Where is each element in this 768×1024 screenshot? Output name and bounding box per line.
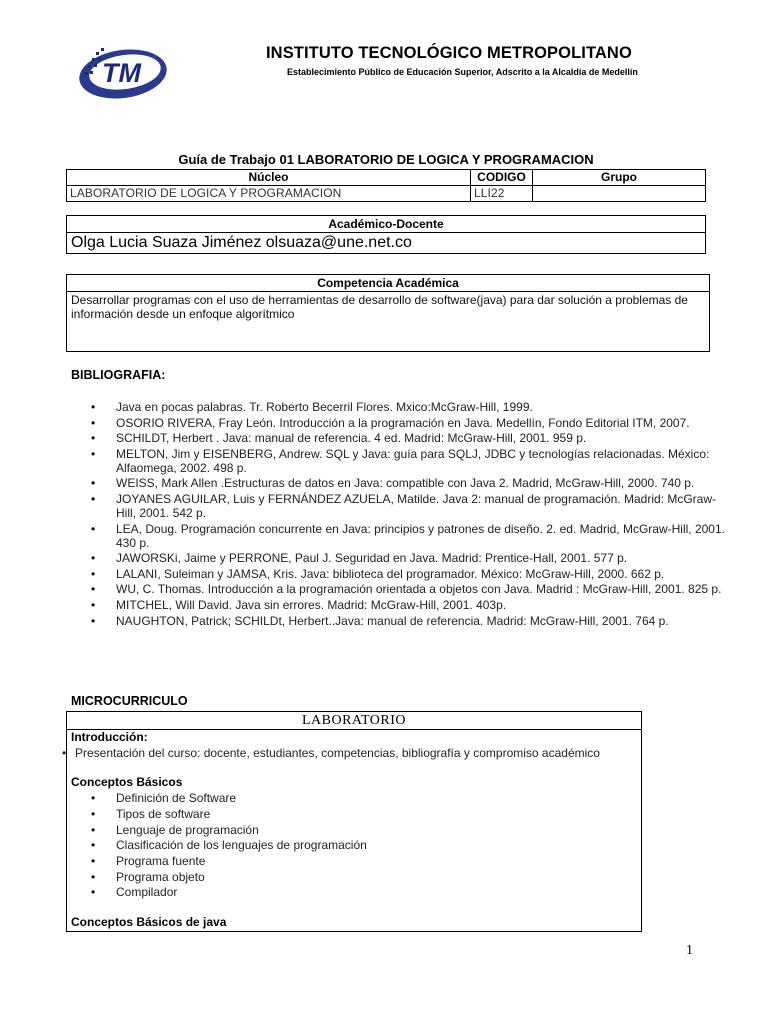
conceptos-item: • Clasificación de los lenguajes de programación xyxy=(67,838,641,854)
conceptos-item: • Tipos de software xyxy=(67,807,641,823)
bibliography-item: • WU, C. Thomas. Introducción a la programación orientada a objetos con Java. Madrid : McGraw-Hill, 2001. 825 p. xyxy=(87,582,727,596)
codigo-header: CODIGO xyxy=(471,170,533,186)
laboratorio-content xyxy=(67,730,641,931)
bibliography-item: • OSORIO RIVERA, Fray León. Introducción a la programación en Java. Medellín, Fondo Editorial ITM, 2007. xyxy=(87,416,727,430)
conceptos-item: • Programa fuente xyxy=(67,854,641,870)
nucleo-value: LABORATORIO DE LOGICA Y PROGRAMACION xyxy=(67,186,471,202)
bibliography-item: • MITCHEL, Will David. Java sin errores. Madrid: McGraw-Hill, 2001. 403p. xyxy=(87,598,727,612)
laboratorio-header: LABORATORIO xyxy=(67,712,641,730)
bibliography-item: • Java en pocas palabras. Tr. Roberto Becerril Flores. Mxico:McGraw-Hill, 1999. xyxy=(87,400,727,414)
docente-header: Académico-Docente xyxy=(67,216,705,233)
java-concepts-title: Conceptos Básicos de java xyxy=(71,915,227,930)
itm-logo xyxy=(68,38,168,102)
nucleo-header: Núcleo xyxy=(67,170,471,186)
svg-text:TM: TM xyxy=(102,58,141,88)
bibliography-item: • SCHILDT, Herbert . Java: manual de referencia. 4 ed. Madrid: McGraw-Hill, 2001. 959 p. xyxy=(87,431,727,445)
institution-subtitle: Establecimiento Público de Educación Superior, Adscrito a la Alcaldía de Medellín xyxy=(287,67,638,77)
laboratorio-box xyxy=(66,711,642,932)
bibliography-item: • LALANI, Suleiman y JAMSA, Kris. Java: biblioteca del programador. México: McGraw-Hill, 2000. 662 p. xyxy=(87,567,727,581)
course-info-table xyxy=(66,169,706,202)
document-title: Guía de Trabajo 01 LABORATORIO DE LOGICA Y PROGRAMACION xyxy=(178,152,594,167)
conceptos-title: Conceptos Básicos xyxy=(71,775,183,790)
bibliografia-title: BIBLIOGRAFIA: xyxy=(71,368,166,382)
conceptos-item: • Lenguaje de programación xyxy=(67,823,641,839)
intro-item: • Presentación del curso: docente, estudiantes, competencias, bibliografía y compromiso académico xyxy=(67,746,641,762)
competencia-text: Desarrollar programas con el uso de herramientas de desarrollo de software(java) para dar solución a problemas de información desde un enfoque algorítmico xyxy=(71,293,688,321)
bibliography-item: • JOYANES AGUILAR, Luis y FERNÁNDEZ AZUELA, Matilde. Java 2: manual de programación. Madrid: McGraw-Hill, 2001. 542 p. xyxy=(87,492,727,520)
bibliography-list xyxy=(87,400,727,629)
page-number: 1 xyxy=(686,943,693,958)
bibliography-item: • JAWORSKi, Jaime y PERRONE, Paul J. Seguridad en Java. Madrid: Prentice-Hall, 2001. 577 p. xyxy=(87,551,727,565)
grupo-value xyxy=(533,186,706,202)
bibliography-item: • LEA, Doug. Programación concurrente en Java: principios y patrones de diseño. 2. ed. Madrid, McGraw-Hill, 2001. 430 p. xyxy=(87,522,727,550)
docente-name-email: Olga Lucia Suaza Jiménez olsuaza@une.net.co xyxy=(71,234,412,251)
conceptos-item: • Programa objeto xyxy=(67,870,641,886)
docente-box xyxy=(66,215,706,254)
microcurriculo-title: MICROCURRICULO xyxy=(71,694,188,708)
institution-name: INSTITUTO TECNOLÓGICO METROPOLITANO xyxy=(266,44,632,62)
bibliography-item: • NAUGHTON, Patrick; SCHILDt, Herbert..Java: manual de referencia. Madrid: McGraw-Hill, 2001. 764 p. xyxy=(87,614,727,628)
competencia-box xyxy=(66,274,710,352)
conceptos-list xyxy=(67,791,641,901)
conceptos-item: • Definición de Software xyxy=(67,791,641,807)
conceptos-item: • Compilador xyxy=(67,885,641,901)
grupo-header: Grupo xyxy=(533,170,706,186)
bibliography-item: • MELTON, Jim y EISENBERG, Andrew. SQL y Java: guía para SQLJ, JDBC y tecnologías relacionadas. México: Alfaomega, 2002. 498 p. xyxy=(87,447,727,475)
competencia-header: Competencia Académica xyxy=(67,275,709,292)
bibliography-item: • WEISS, Mark Allen .Estructuras de datos en Java: compatible con Java 2. Madrid, McGraw-Hill, 2000. 740 p. xyxy=(87,476,727,490)
codigo-value: LLI22 xyxy=(471,186,533,202)
intro-title: Introducción: xyxy=(71,730,148,744)
